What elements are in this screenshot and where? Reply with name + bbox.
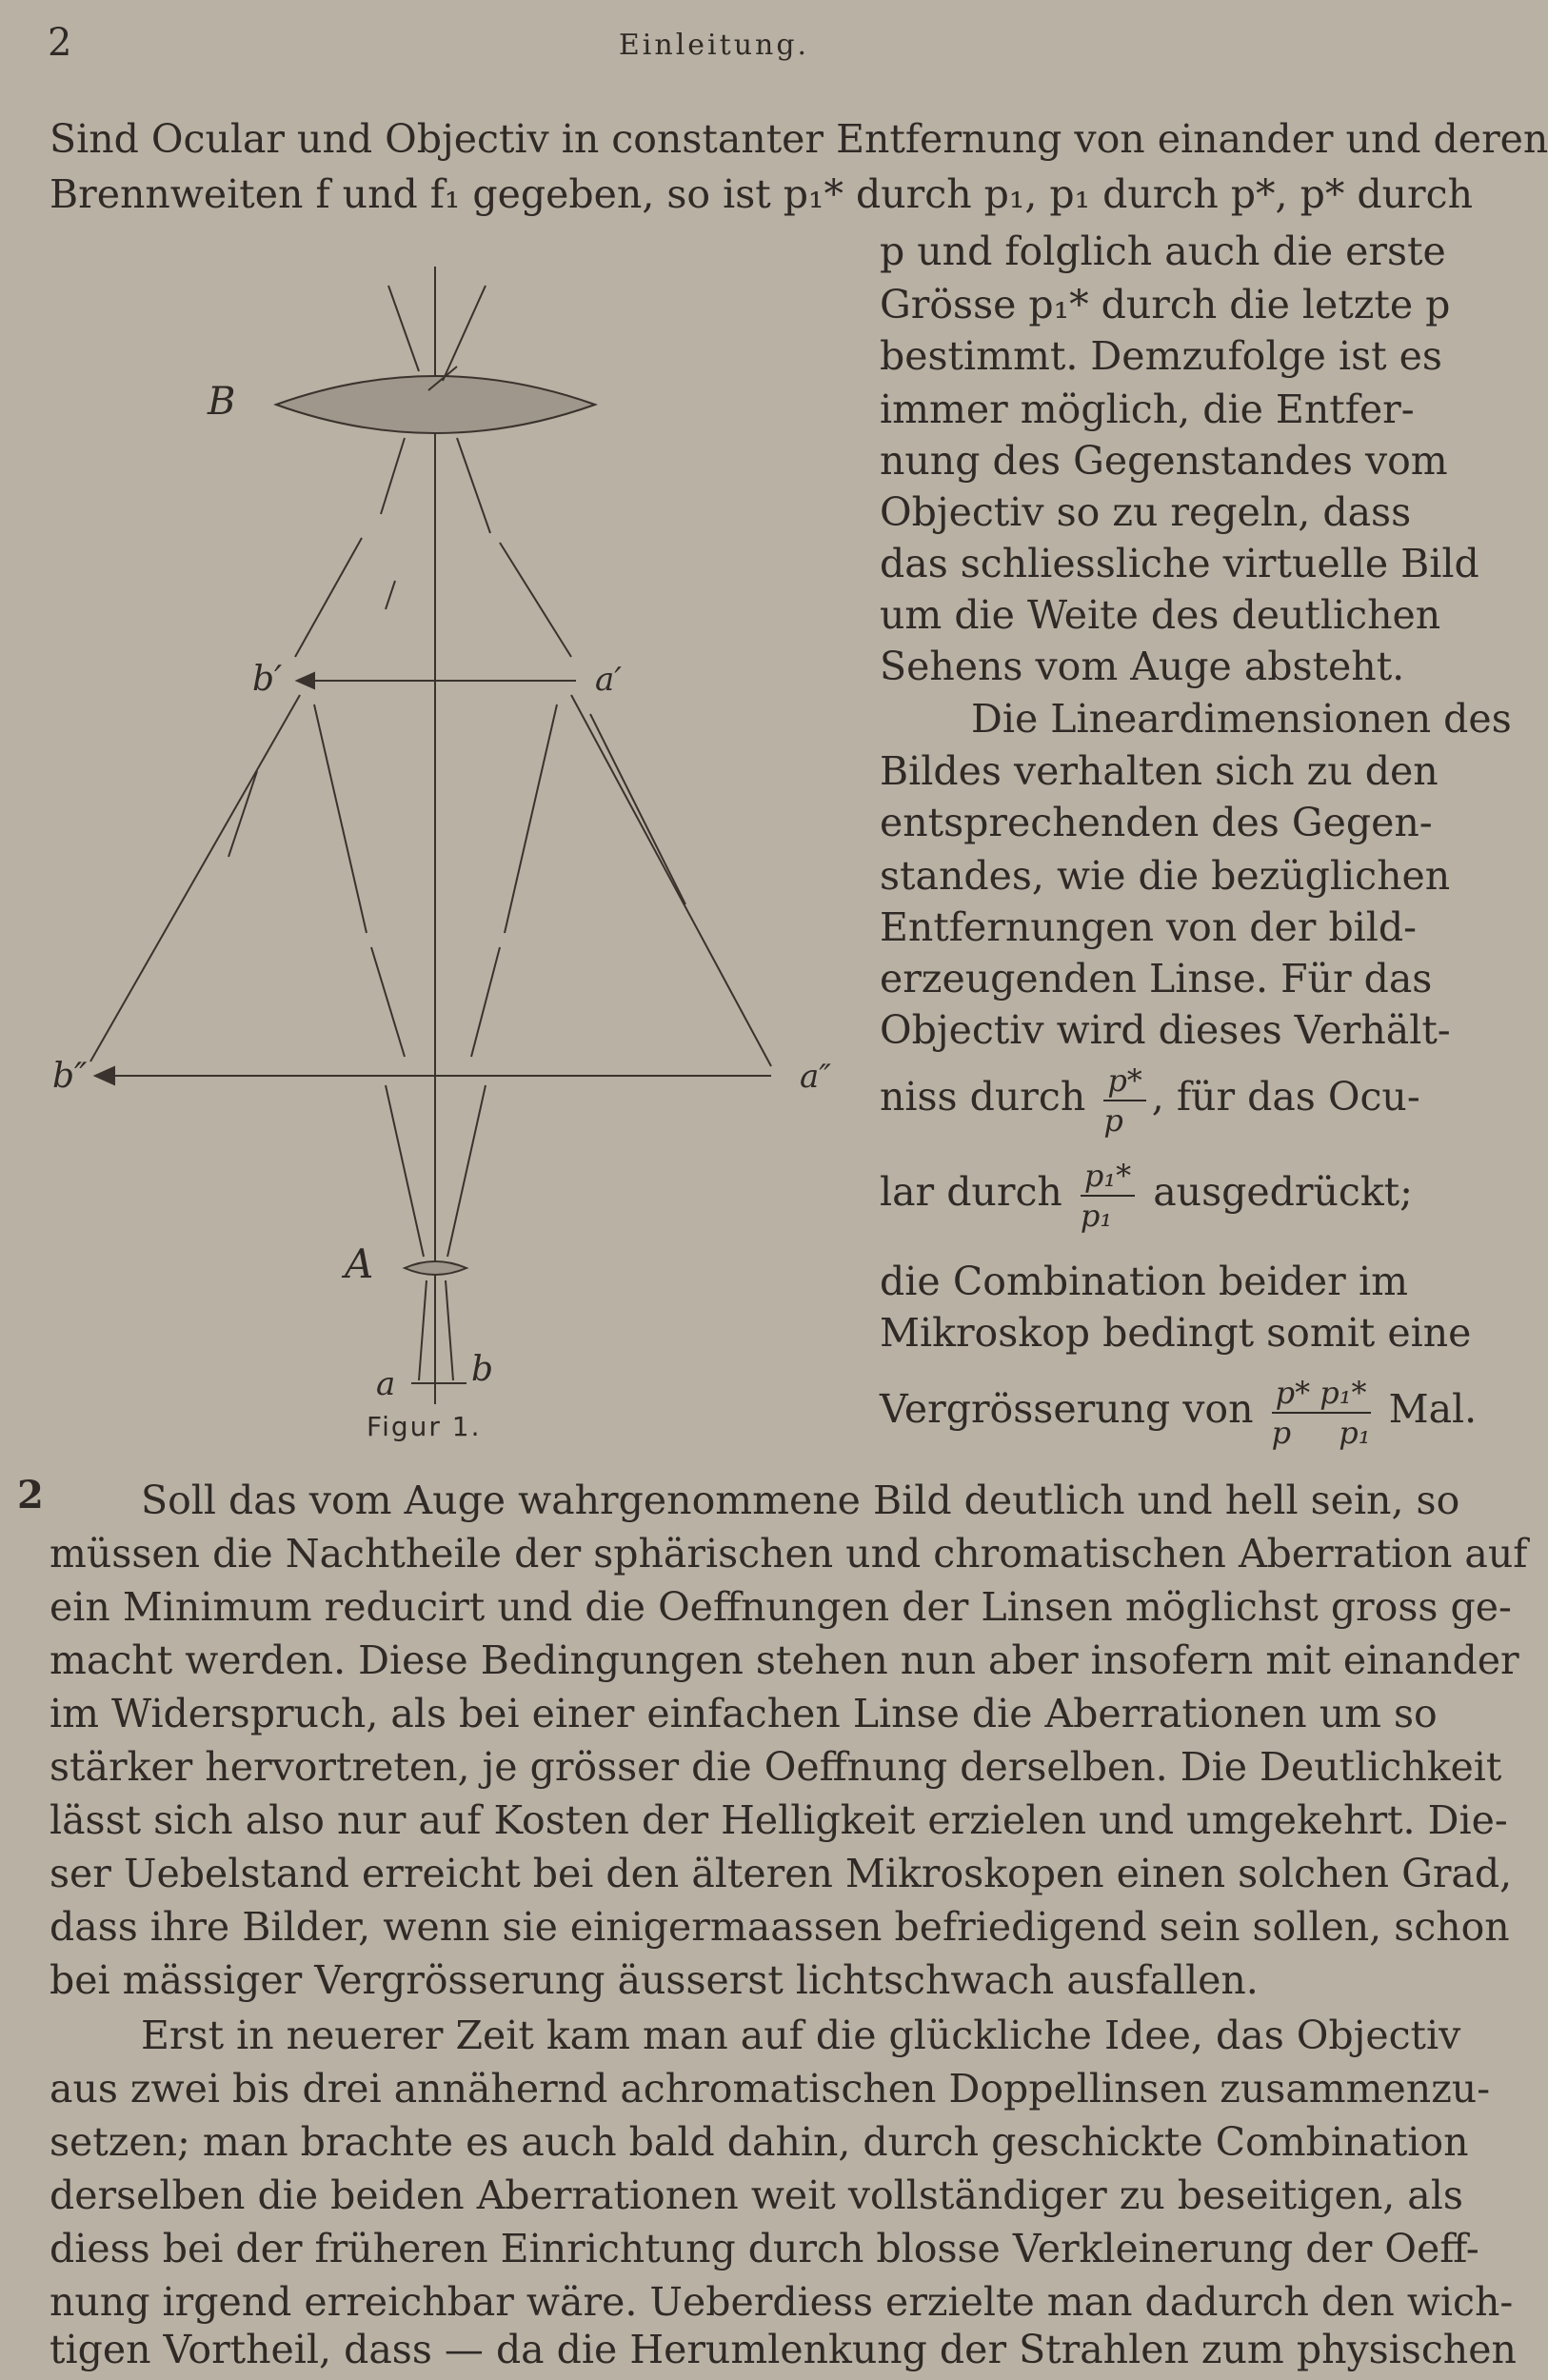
ray [500,543,571,657]
fraction-magnification [1271,1374,1371,1451]
formula-line-5 [880,1371,1478,1451]
body-line: nung irgend erreichbar wäre. Ueberdiess erzielte man dadurch den wich- [50,2279,1514,2325]
ray [295,538,362,657]
fraction-p1-star-over-p1 [1080,1157,1135,1234]
body-line: diess bei der früheren Einrichtung durch blosse Verkleinerung der Oeff- [50,2226,1479,2271]
body-line: Soll das vom Auge wahrgenommene Bild deutlich und hell sein, so [141,1478,1460,1523]
figure-caption: Figur 1. [367,1411,482,1442]
body-line: aus zwei bis drei annähernd achromatischen Doppellinsen zusammenzu- [50,2066,1491,2112]
text-line: um die Weite des deutlichen [880,592,1441,638]
text-line: Mikroskop bedingt somit eine [880,1310,1472,1356]
body-line: lässt sich also nur auf Kosten der Helligkeit erzielen und umgekehrt. Die- [50,1797,1508,1843]
label-b: b [471,1350,494,1389]
ray [590,714,685,904]
ray [90,695,300,1061]
ray [388,286,419,371]
arrow-head [95,1067,114,1084]
ray [505,704,557,933]
formula-line-2 [880,1154,1413,1234]
text-line: nung des Gegenstandes vom [880,438,1448,484]
text-line: Die Lineardimensionen des [971,696,1512,742]
ray [371,947,405,1057]
body-line: dass ihre Bilder, wenn sie einigermaassen befriedigend sein sollen, schon [50,1904,1510,1950]
formula-line-1 [880,1059,1420,1139]
formula-text: niss durch [880,1074,1086,1120]
formula-text: ausgedrückt; [1153,1169,1413,1215]
label-A: A [345,1240,374,1287]
text-line: bestimmt. Demzufolge ist es [880,333,1442,379]
running-header: Einleitung. [618,29,810,62]
ray [386,1085,424,1257]
body-line: setzen; man brachte es auch bald dahin, durch geschickte Combination [50,2119,1469,2165]
figure-1-diagram [38,248,876,1485]
fraction-p-star-over-p [1103,1061,1145,1139]
body-line: im Widerspruch, als bei einer einfachen Linse die Aberrationen um so [50,1691,1438,1736]
ray [386,581,395,609]
formula-text: , für das Ocu- [1151,1074,1420,1120]
text-line: entsprechenden des Gegen- [880,800,1433,845]
body-line: derselben die beiden Aberrationen weit vollständiger zu beseitigen, als [50,2172,1463,2218]
ray [457,438,490,533]
ray [419,1280,427,1380]
ray [447,1085,486,1257]
body-line: müssen die Nachtheile der sphärischen und chromatischen Aberration auf [50,1531,1528,1577]
ray [446,1280,453,1380]
text-line: Entfernungen von der bild- [880,904,1418,950]
text-line: standes, wie die bezüglichen [880,853,1451,899]
page-number: 2 [48,21,72,65]
body-line: macht werden. Diese Bedingungen stehen nun aber insofern mit einander [50,1637,1519,1683]
formula-text: lar durch [880,1169,1062,1215]
body-line: tigen Vortheil, dass — da die Herumlenkung der Strahlen zum physischen [50,2327,1517,2372]
body-line: ein Minimum reducirt und die Oeffnungen der Linsen möglichst gross ge- [50,1584,1512,1630]
label-a: a [376,1365,396,1403]
formula-text: Vergrösserung von [880,1386,1254,1432]
body-line: bei mässiger Vergrösserung äusserst lichtschwach ausfallen. [50,1957,1259,2003]
fraction-numerator: p₁* [1081,1160,1135,1197]
body-line: stärker hervortreten, je grösser die Oeffnung derselben. Die Deutlichkeit [50,1744,1502,1790]
ray [571,695,771,1066]
text-line: Objectiv wird dieses Verhält- [880,1007,1451,1053]
text-line: Grösse p₁* durch die letzte p [880,282,1451,327]
label-a-double: a″ [800,1058,831,1096]
fraction-denominator: p [1103,1101,1123,1139]
text-line: die Combination beider im [880,1259,1408,1304]
intro-line-1: Sind Ocular und Objectiv in constanter Entfernung von einander und deren [50,116,1548,162]
text-line: erzeugenden Linse. Für das [880,956,1433,1002]
label-b-double: b″ [52,1057,88,1096]
label-B: B [208,380,236,424]
fraction-denominator: p₁ [1080,1197,1113,1234]
text-line: Objectiv so zu regeln, dass [880,489,1412,535]
arrow-head [297,673,314,688]
label-b-prime: b′ [252,660,283,699]
ray [471,947,500,1057]
text-line: das schliessliche virtuelle Bild [880,541,1479,586]
section-number: 2 [17,1473,44,1517]
body-line: ser Uebelstand erreicht bei den älteren Mikroskopen einen solchen Grad, [50,1851,1513,1896]
lens-A [405,1261,466,1275]
label-a-prime: a′ [595,661,622,699]
text-line: p und folglich auch die erste [880,228,1446,274]
text-line: Bildes verhalten sich zu den [880,748,1439,794]
formula-text: Mal. [1388,1386,1478,1432]
ray [314,704,367,933]
fraction-numerator: p* [1103,1065,1145,1101]
ray [443,286,486,381]
text-line: Sehens vom Auge absteht. [880,644,1405,689]
ray [381,438,405,514]
intro-line-2: Brennweiten f und f₁ gegeben, so ist p₁* durch p₁, p₁ durch p*, p* durch [50,171,1473,217]
fraction-denominator: p p₁ [1271,1414,1371,1451]
text-line: immer möglich, die Entfer- [880,387,1415,432]
fraction-numerator: p* p₁* [1272,1378,1371,1414]
body-line: Erst in neuerer Zeit kam man auf die glückliche Idee, das Objectiv [141,2013,1461,2058]
